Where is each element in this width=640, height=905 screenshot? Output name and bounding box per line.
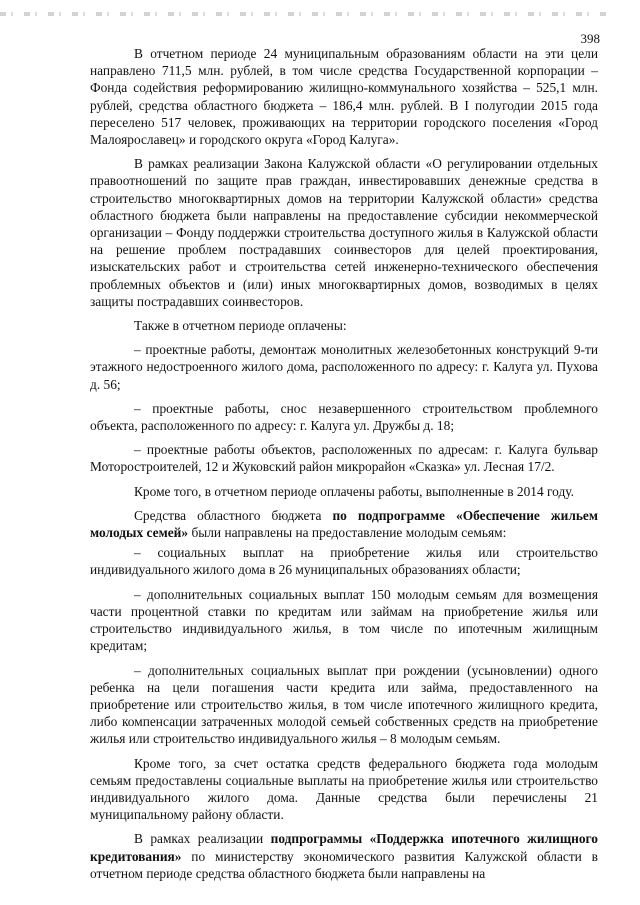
- paragraph-federal-remainder: Кроме того, за счет остатка средств федерального бюджета года молодым семьям предоставлены социальные выплаты на приобретение жилья или строительство индивидуального жилого дома. Данные средства были перечислены 21 муниципальному району области.: [90, 755, 598, 823]
- list-item-motorostroiteley: – проектные работы объектов, расположенных по адресам: г. Калуга бульвар Моторостроителей, 12 и Жуковский район микрорайон «Сказка» ул. Лесная 17/2.: [90, 442, 598, 475]
- list-item-child-birth-payments: – дополнительных социальных выплат при рождении (усыновлении) одного ребенка на цели погашения части кредита или займа, предоставленного на приобретение или строительство жилья, в том числе ипотечного жилищного кредита, либо компенсации затраченных молодой семьей собственных средств на приобретение жилья или строительство индивидуального жилья – 8 молодым семьям.: [90, 662, 598, 747]
- paragraph-mortgage: [90, 830, 598, 882]
- scan-noise-strip: [0, 12, 610, 16]
- young-families-subprogram: по подпрограмме «Обеспечение жильем молодых семей»: [90, 507, 598, 541]
- list-item-druzhby: – проектные работы, снос незавершенного строительством проблемного объекта, расположенного по адресу: г. Калуга ул. Дружбы д. 18;: [90, 400, 598, 434]
- mortgage-text-c: по министерству экономического развития Калужской области в отчетном периоде средства областного бюджета были направлены на: [90, 848, 598, 881]
- paragraph-resettlement: В отчетном периоде 24 муниципальным образованиям области на эти цели направлено 711,5 млн. рублей, в том числе средства Государственной корпорации – Фонда содействия реформированию жилищно-коммунального хозяйства – 525,1 млн. рублей, средства областного бюджета – 186,4 млн. рублей. В I полугодии 2015 года переселено 517 человек, проживающих на территории городского поселения «Город Малоярославец» и городского округа «Город Калуга».: [90, 46, 598, 148]
- young-families-text-a: Средства областного бюджета: [134, 507, 333, 523]
- young-families-text-c: были направлены на предоставление молодым семьям:: [188, 525, 507, 541]
- mortgage-subprogram: подпрограммы «Поддержка ипотечного жилищного кредитования»: [90, 831, 598, 864]
- paragraph-co-investors-law: В рамках реализации Закона Калужской области «О регулировании отдельных правоотношений по защите прав граждан, инвестировавших денежные средства в строительство многоквартирных домов на территории Калужской области» средства областного бюджета были направлены на предоставление субсидии некоммерческой организации – Фонду поддержки строительства доступного жилья в Калужской области на решение проблем пострадавших соинвесторов для целей проектирования, изыскательских работ и строительства сетей инженерно-технического обеспечения проблемных объектов и (или) иных многоквартирных домов, возводимых в целях защиты пострадавших соинвесторов.: [90, 156, 598, 309]
- mortgage-text-a: В рамках реализации: [134, 831, 271, 847]
- page-number: 398: [580, 31, 600, 46]
- list-item-social-payments: – социальных выплат на приобретение жилья или строительство индивидуального жилого дома в 26 муниципальных образованиях области;: [90, 545, 598, 578]
- paragraph-also-paid: Также в отчетном периоде оплачены:: [134, 318, 347, 334]
- list-item-pukhova: – проектные работы, демонтаж монолитных железобетонных конструкций 9-ти этажного недостроенного жилого дома, расположенного по адресу: г. Калуга ул. Пухова д. 56;: [90, 342, 598, 392]
- paragraph-young-families: [90, 507, 598, 541]
- list-item-interest-compensation: – дополнительных социальных выплат 150 молодым семьям для возмещения части процентной ставки по кредитам или займам на приобретение жилья или строительство индивидуального жилья, в том числе по ипотечным жилищным кредитам;: [90, 586, 598, 654]
- paragraph-2014-works: Кроме того, в отчетном периоде оплачены работы, выполненные в 2014 году.: [134, 483, 574, 499]
- document-body: [90, 45, 598, 889]
